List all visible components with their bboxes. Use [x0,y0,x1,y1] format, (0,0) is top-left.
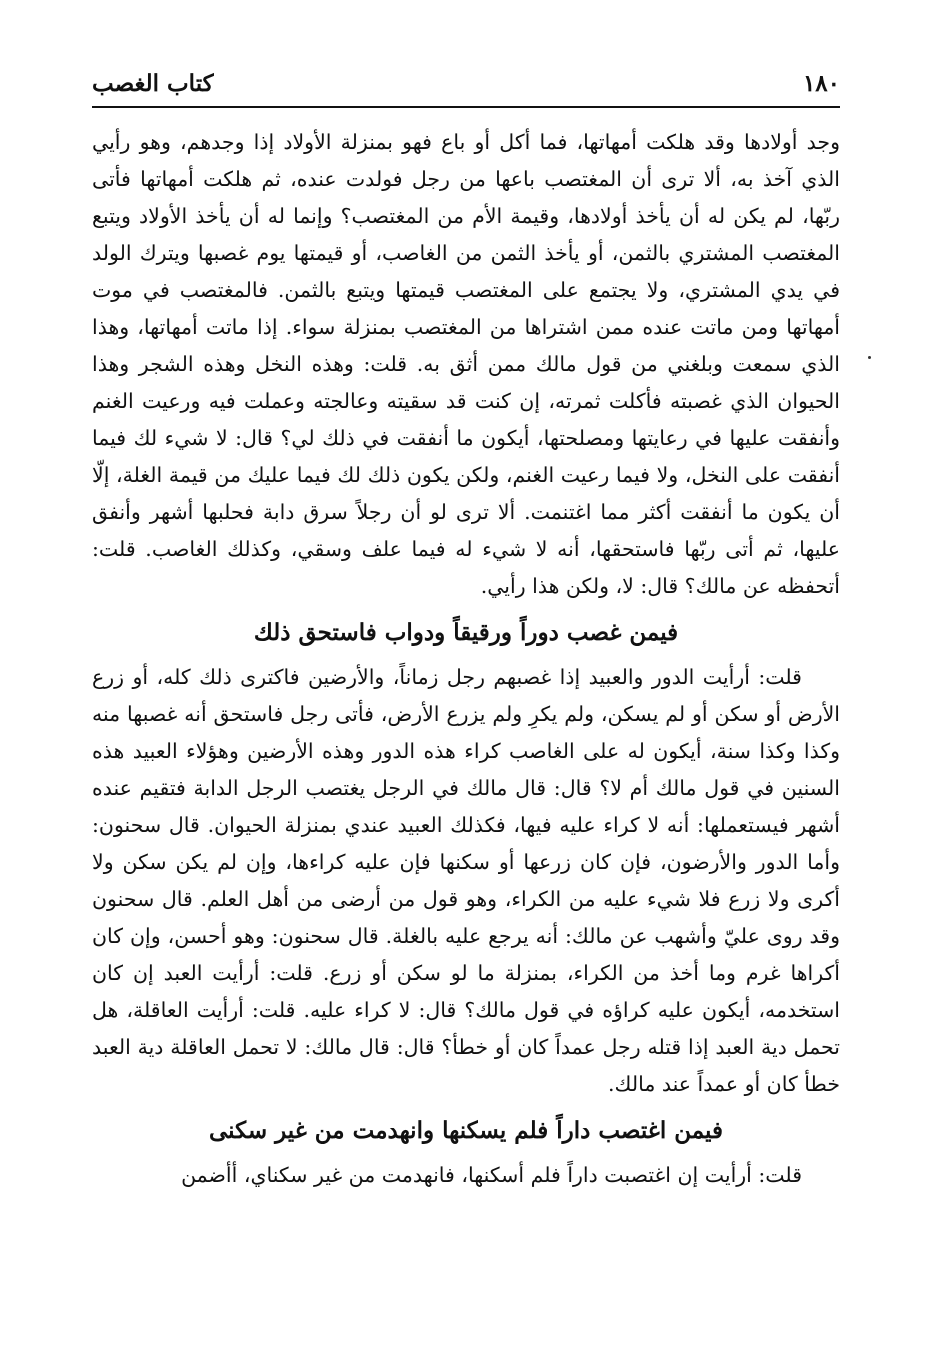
running-header [92,66,840,106]
body-paragraph: قلت: أرأيت الدور والعبيد إذا غصبهم رجل زماناً، والأرضين فاكترى ذلك كله، أو زرع الأرض أو سكن أو لم يسكن، ولم يكرِ ولم يزرع الأرض، فأتى رجل فاستحق أنه غصبها منه وكذا وكذا سنة، أيكون له على الغاصب كراء هذه الدور وهذه الأرضين وهؤلاء العبيد هذه السنين في قول مالك أم لا؟ قال: قال مالك في الرجل يغتصب الرجل الدابة فتقيم عنده أشهر فيستعملها: أنه لا كراء عليه فيها، فكذلك العبيد عندي بمنزلة الحيوان. قال سحنون: وأما الدور والأرضون، فإن كان زرعها أو سكنها فإن عليه كراءها، وإن لم يكن سكن ولا أكرى ولا زرع فلا شيء عليه من الكراء، وهو قول من أرضى من أهل العلم. قال سحنون وقد روى عليّ وأشهب عن مالك: أنه يرجع عليه بالغلة. قال سحنون: وهو أحسن، وإن كان أكراها غرم وما أخذ من الكراء، بمنزلة ما لو سكن أو زرع. قلت: أرأيت العبد إن كان استخدمه، أيكون عليه كراؤه في قول مالك؟ قال: لا كراء عليه. قلت: أرأيت العاقلة، هل تحمل دية العبد إذا قتله رجل عمداً كان أو خطأ؟ قال: قال مالك: لا تحمل العاقلة دية العبد خطأ كان أو عمداً عند مالك. [92,665,840,1096]
body-paragraph: قلت: أرأيت إن اغتصبت داراً فلم أسكنها، فانهدمت من غير سكناي، أأضمن [181,1163,802,1187]
section-heading: فيمن غصب دوراً ورقيقاً ودواب فاستحق ذلك [253,619,679,646]
section-heading: فيمن اغتصب داراً فلم يسكنها وانهدمت من غير سكنى [209,1117,723,1144]
scan-speck [868,356,871,359]
page-body [92,124,840,1194]
header-page-number: ١٨٠ [802,70,840,97]
header-book-title: كتاب الغصب [92,70,214,97]
body-paragraph: وجد أولادها وقد هلكت أمهاتها، فما أكل أو باع فهو بمنزلة الأولاد إذا وجدهم، وهو رأيي الذي آخذ به، ألا ترى أن المغتصب باعها من رجل فولدت عنده، ثم هلكت أمهاتها فأتى ربّها، لم يكن له أن يأخذ أولادها، وقيمة الأم من المغتصب؟ وإنما له أن يأخذ الأولاد ويتبع المغتصب المشتري بالثمن، أو يأخذ الثمن من الغاصب، أو قيمتها يوم غصبها ويترك الولد في يدي المشتري، ولا يجتمع على المغتصب قيمتها ويتبع بالثمن. فالمغتصب في موت أمهاتها ومن ماتت عنده ممن اشتراها من المغتصب بمنزلة سواء. إذا ماتت أمهاتها، وهذا الذي سمعت وبلغني من قول مالك ممن أثق به. قلت: وهذه النخل وهذه الشجر وهذا الحيوان الذي غصبته فأكلت ثمرته، إن كنت قد سقيته وعالجته وعملت فيه ورعيت الغنم وأنفقت عليها في رعايتها ومصلحتها، أيكون ما أنفقت في ذلك لي؟ قال: لا شيء لك فيما أنفقت على النخل، ولا فيما رعيت الغنم، ولكن يكون ذلك لك فيما عليك من قيمة الغلة، إلّا أن يكون ما أنفقت أكثر مما اغتنمت. ألا ترى لو أن رجلاً سرق دابة فحلبها أشهر وأنفق عليها، ثم أتى ربّها فاستحقها، أنه لا شيء له فيما علف وسقي، وكذلك الغاصب. قلت: أتحفظه عن مالك؟ قال: لا، ولكن هذا رأيي. [92,130,840,598]
header-divider [92,106,840,108]
